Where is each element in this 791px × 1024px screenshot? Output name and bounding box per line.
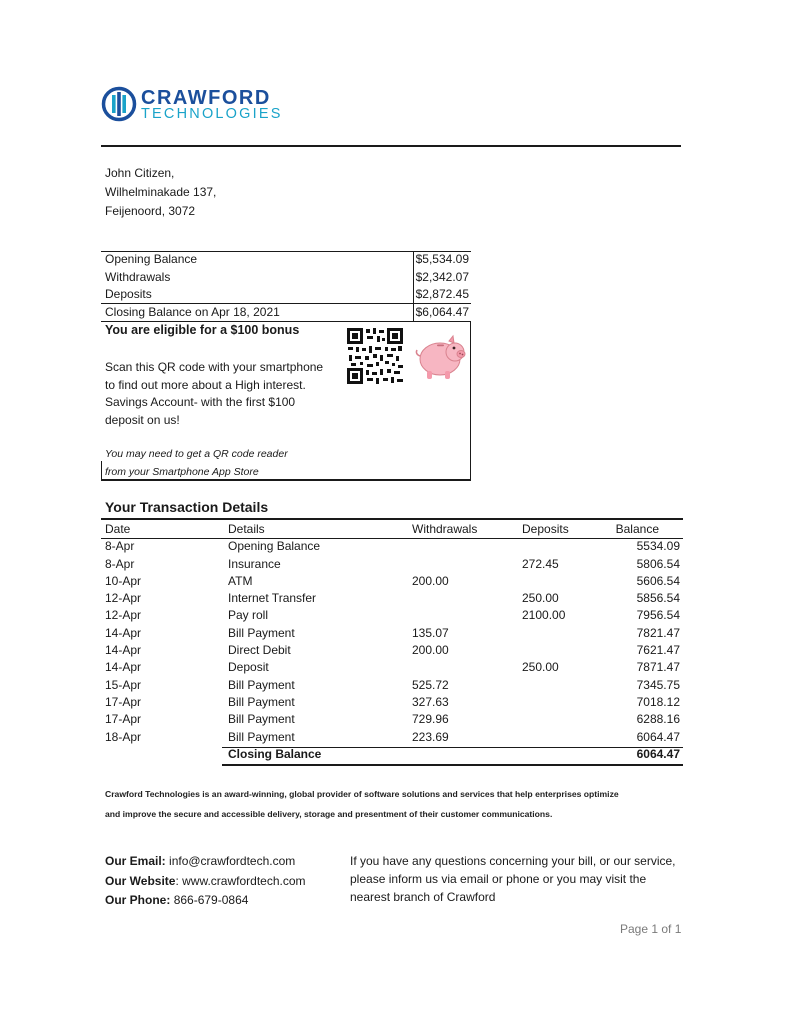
summary-label: Closing Balance on Apr 18, 2021 xyxy=(105,304,280,319)
cell-date: 14-Apr xyxy=(105,625,142,640)
summary-rule xyxy=(101,321,471,322)
column-header-deposits: Deposits xyxy=(522,522,569,536)
summary-label: Withdrawals xyxy=(105,269,171,284)
phone-label: Our Phone: xyxy=(105,893,171,907)
cell-details: ATM xyxy=(228,573,253,588)
cell-details: Internet Transfer xyxy=(228,591,317,606)
cell-withdrawals: 729.96 xyxy=(412,712,449,727)
column-header-balance: Balance xyxy=(615,522,659,536)
transactions-body xyxy=(101,538,683,746)
cell-details: Pay roll xyxy=(228,608,269,623)
cell-date: 14-Apr xyxy=(105,643,142,658)
cell-date: 14-Apr xyxy=(105,660,142,675)
page-number: Page 1 of 1 xyxy=(620,922,682,936)
balance-summary xyxy=(101,251,471,321)
header-divider xyxy=(101,145,681,147)
column-header-details: Details xyxy=(228,522,265,536)
closing-balance-value: 6064.47 xyxy=(636,746,680,761)
column-header-date: Date xyxy=(105,522,131,536)
cell-balance: 7621.47 xyxy=(636,643,680,658)
closing-balance-label: Closing Balance xyxy=(228,746,322,761)
column-header-withdrawals: Withdrawals xyxy=(412,522,478,536)
cell-deposits: 2100.00 xyxy=(522,608,566,623)
piggy-bank-icon xyxy=(413,332,467,382)
logo-wordmark-line2: TECHNOLOGIES xyxy=(141,106,283,122)
table-row xyxy=(101,590,683,607)
cell-balance: 7956.54 xyxy=(636,608,680,623)
table-row xyxy=(101,625,683,642)
website-link[interactable]: : www.crawfordtech.com xyxy=(175,873,306,888)
summary-label: Opening Balance xyxy=(105,252,198,266)
cell-balance: 7871.47 xyxy=(636,660,680,675)
transactions-title: Your Transaction Details xyxy=(105,499,269,515)
contact-website xyxy=(105,872,306,892)
cell-balance: 6064.47 xyxy=(636,729,680,744)
email-label: Our Email: xyxy=(105,854,166,868)
cell-details: Bill Payment xyxy=(228,677,295,692)
recipient-name: John Citizen, xyxy=(105,166,175,180)
promo-body: Scan this QR code with your smartphone to find out more about a High interest. Savings Account- with the first $100 deposit on us! xyxy=(105,360,324,427)
table-row xyxy=(101,607,683,624)
help-text-line1: If you have any questions concerning your bill, or our service, xyxy=(350,854,676,868)
promo-box-bottom xyxy=(101,479,471,481)
cell-date: 17-Apr xyxy=(105,712,142,727)
promo-note-line1: You may need to get a QR code reader xyxy=(105,448,288,460)
cell-details: Bill Payment xyxy=(228,625,295,640)
table-row xyxy=(101,642,683,659)
summary-value: $2,872.45 xyxy=(415,287,469,301)
note-border xyxy=(101,461,102,479)
cell-balance: 7018.12 xyxy=(636,694,680,709)
company-description-line1: Crawford Technologies is an award-winning, global provider of software solutions and services that help enterprises optimize xyxy=(105,789,619,799)
transactions-top-rule xyxy=(101,518,683,520)
cell-details: Deposit xyxy=(228,660,269,675)
summary-value: $6,064.47 xyxy=(415,304,469,319)
summary-row xyxy=(101,251,471,269)
cell-withdrawals: 327.63 xyxy=(412,694,449,709)
cell-balance: 5534.09 xyxy=(636,539,680,554)
company-description-line2: and improve the secure and accessible delivery, storage and presentment of their customer communications. xyxy=(105,809,553,819)
cell-withdrawals: 200.00 xyxy=(412,643,449,658)
recipient-city: Feijenoord, 3072 xyxy=(105,204,196,218)
cell-date: 8-Apr xyxy=(105,539,135,554)
cell-date: 17-Apr xyxy=(105,694,142,709)
summary-row xyxy=(101,269,471,287)
cell-date: 8-Apr xyxy=(105,556,135,571)
table-row xyxy=(101,538,683,555)
cell-balance: 6288.16 xyxy=(636,712,680,727)
crawford-logo-icon xyxy=(101,86,137,122)
closing-balance-row xyxy=(101,746,683,763)
cell-details: Bill Payment xyxy=(228,729,295,744)
promo-box-border xyxy=(470,322,471,480)
company-description xyxy=(105,784,705,824)
transactions-bottom-rule xyxy=(222,764,683,766)
table-row xyxy=(101,677,683,694)
table-row xyxy=(101,573,683,590)
table-row xyxy=(101,659,683,676)
phone-number[interactable]: 866-679-0864 xyxy=(173,893,249,907)
cell-balance: 5606.54 xyxy=(636,573,680,588)
promo-title: You are eligible for a $100 bonus xyxy=(105,323,300,337)
help-text-line2: please inform us via email or phone or you may visit the xyxy=(350,872,647,886)
table-row xyxy=(101,729,683,746)
cell-withdrawals: 525.72 xyxy=(412,677,449,692)
cell-balance: 5856.54 xyxy=(636,591,680,606)
recipient-street: Wilhelminakade 137, xyxy=(105,185,217,199)
summary-row-closing xyxy=(101,304,471,322)
cell-withdrawals: 200.00 xyxy=(412,573,449,588)
cell-details: Opening Balance xyxy=(228,539,321,554)
recipient-address xyxy=(105,164,216,221)
cell-deposits: 250.00 xyxy=(522,591,559,606)
cell-date: 18-Apr xyxy=(105,729,142,744)
table-row xyxy=(101,694,683,711)
help-text-line3: nearest branch of Crawford xyxy=(350,890,496,904)
summary-label: Deposits xyxy=(105,287,152,301)
promo-note xyxy=(105,446,288,481)
cell-details: Direct Debit xyxy=(228,643,291,658)
cell-date: 15-Apr xyxy=(105,677,142,692)
contact-phone xyxy=(105,891,306,911)
company-logo xyxy=(101,86,331,126)
cell-balance: 7821.47 xyxy=(636,625,680,640)
qr-code-icon[interactable] xyxy=(347,328,403,384)
cell-withdrawals: 135.07 xyxy=(412,625,449,640)
cell-date: 12-Apr xyxy=(105,608,142,623)
contact-info xyxy=(105,852,306,911)
cell-withdrawals: 223.69 xyxy=(412,729,449,744)
cell-date: 12-Apr xyxy=(105,591,142,606)
logo-wordmark-line1: CRAWFORD xyxy=(141,87,271,109)
table-row xyxy=(101,556,683,573)
cell-balance: 7345.75 xyxy=(636,677,680,692)
transactions-table xyxy=(101,521,683,763)
cell-balance: 5806.54 xyxy=(636,556,680,571)
cell-details: Bill Payment xyxy=(228,694,295,709)
summary-row xyxy=(101,286,471,304)
summary-value: $5,534.09 xyxy=(415,252,469,266)
cell-details: Insurance xyxy=(228,556,281,571)
help-text xyxy=(350,852,690,906)
cell-details: Bill Payment xyxy=(228,712,295,727)
table-row xyxy=(101,711,683,728)
table-header-row xyxy=(101,521,683,538)
promo-note-line2: from your Smartphone App Store xyxy=(105,465,259,478)
contact-email xyxy=(105,852,306,872)
summary-value: $2,342.07 xyxy=(415,269,469,284)
email-link[interactable]: info@crawfordtech.com xyxy=(169,854,296,868)
cell-date: 10-Apr xyxy=(105,573,142,588)
website-label: Our Website xyxy=(105,873,176,888)
cell-deposits: 250.00 xyxy=(522,660,559,675)
cell-deposits: 272.45 xyxy=(522,556,559,571)
